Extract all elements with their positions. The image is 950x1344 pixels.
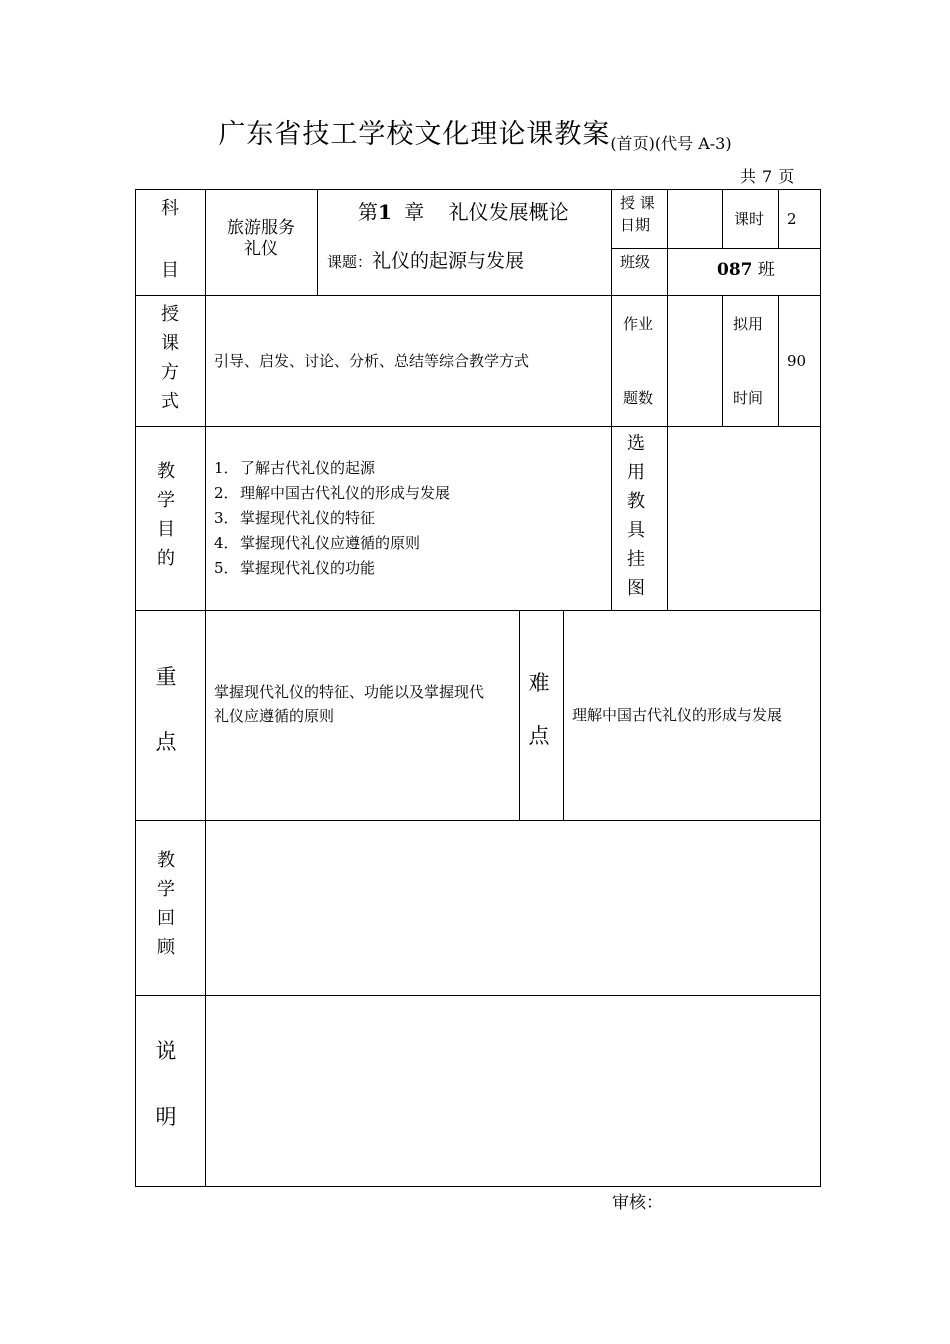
chapter-heading: 第1 章 礼仪发展概论 xyxy=(358,200,569,224)
hours-value: 2 xyxy=(787,210,797,228)
teaching-review-label: 教 学 回 顾 xyxy=(157,850,175,958)
list-item: 5．掌握现代礼仪的功能 xyxy=(214,559,376,577)
row-divider xyxy=(135,426,821,427)
table-border-left xyxy=(135,189,136,1187)
planned-time-value: 90 xyxy=(787,352,807,370)
cell-divider xyxy=(519,610,520,821)
topic-value: 礼仪的起源与发展 xyxy=(372,250,525,272)
cell-divider xyxy=(722,295,723,427)
list-item: 2．理解中国古代礼仪的形成与发展 xyxy=(214,484,451,502)
document-title xyxy=(0,112,950,154)
planned-time-label-top: 拟用 xyxy=(733,315,764,333)
cell-divider xyxy=(611,426,612,611)
subject-value: 旅游服务 礼仪 xyxy=(227,218,295,260)
subject-label: 科 目 xyxy=(161,198,179,281)
difficulty-label: 难 点 xyxy=(528,671,550,748)
teaching-tools-label: 选 用 教 具 挂 图 xyxy=(627,433,645,599)
list-item: 3．掌握现代礼仪的特征 xyxy=(214,509,376,527)
row-divider xyxy=(135,295,821,296)
cell-divider xyxy=(611,189,612,427)
topic xyxy=(327,250,524,274)
method-value: 引导、启发、讨论、分析、总结等综合教学方式 xyxy=(214,352,530,370)
method-label: 授 课 方 式 xyxy=(161,304,179,412)
key-points-label: 重 点 xyxy=(155,665,177,754)
row-divider xyxy=(135,610,821,611)
cell-divider xyxy=(667,189,668,249)
homework-label-bottom: 题数 xyxy=(623,389,654,407)
total-pages-prefix: 共 xyxy=(740,167,757,186)
planned-time-label-bottom: 时间 xyxy=(733,389,764,407)
reviewer-label: 审核： xyxy=(612,1193,663,1213)
row-divider xyxy=(135,820,821,821)
cell-divider xyxy=(778,295,779,427)
label-column-divider xyxy=(205,189,206,1187)
total-pages xyxy=(740,164,800,187)
class-value: 087 班 xyxy=(717,260,775,280)
total-pages-suffix: 页 xyxy=(778,167,795,186)
objectives-label: 教 学 目 的 xyxy=(157,461,175,569)
cell-divider xyxy=(667,426,668,611)
hours-label: 课时 xyxy=(734,210,765,228)
homework-label-top: 作业 xyxy=(623,315,654,333)
notes-label: 说 明 xyxy=(155,1039,177,1129)
cell-divider xyxy=(778,189,779,249)
cell-divider xyxy=(563,610,564,821)
list-item: 4．掌握现代礼仪应遵循的原则 xyxy=(214,534,421,552)
table-border-top xyxy=(135,189,821,190)
list-item: 1．了解古代礼仪的起源 xyxy=(214,459,376,477)
cell-divider xyxy=(667,295,668,427)
cell-divider xyxy=(611,248,821,249)
class-label: 班级 xyxy=(620,253,651,271)
title-main: 广东省技工学校文化理论课教案 xyxy=(218,119,611,150)
row-divider xyxy=(135,995,821,996)
cell-divider xyxy=(317,189,318,296)
total-pages-count: 7 xyxy=(762,167,773,186)
table-border-bottom xyxy=(135,1186,821,1187)
objectives-list xyxy=(214,456,450,581)
title-suffix: (首页)(代号 A-3) xyxy=(610,134,732,153)
difficulty-value: 理解中国古代礼仪的形成与发展 xyxy=(572,706,783,724)
cell-divider xyxy=(667,248,668,296)
key-points-value: 掌握现代礼仪的特征、功能以及掌握现代 礼仪应遵循的原则 xyxy=(214,683,485,725)
teaching-date-label: 授 课 日期 xyxy=(620,194,655,234)
cell-divider xyxy=(722,189,723,249)
table-border-right xyxy=(820,189,821,1187)
topic-label: 课题： xyxy=(327,253,373,271)
